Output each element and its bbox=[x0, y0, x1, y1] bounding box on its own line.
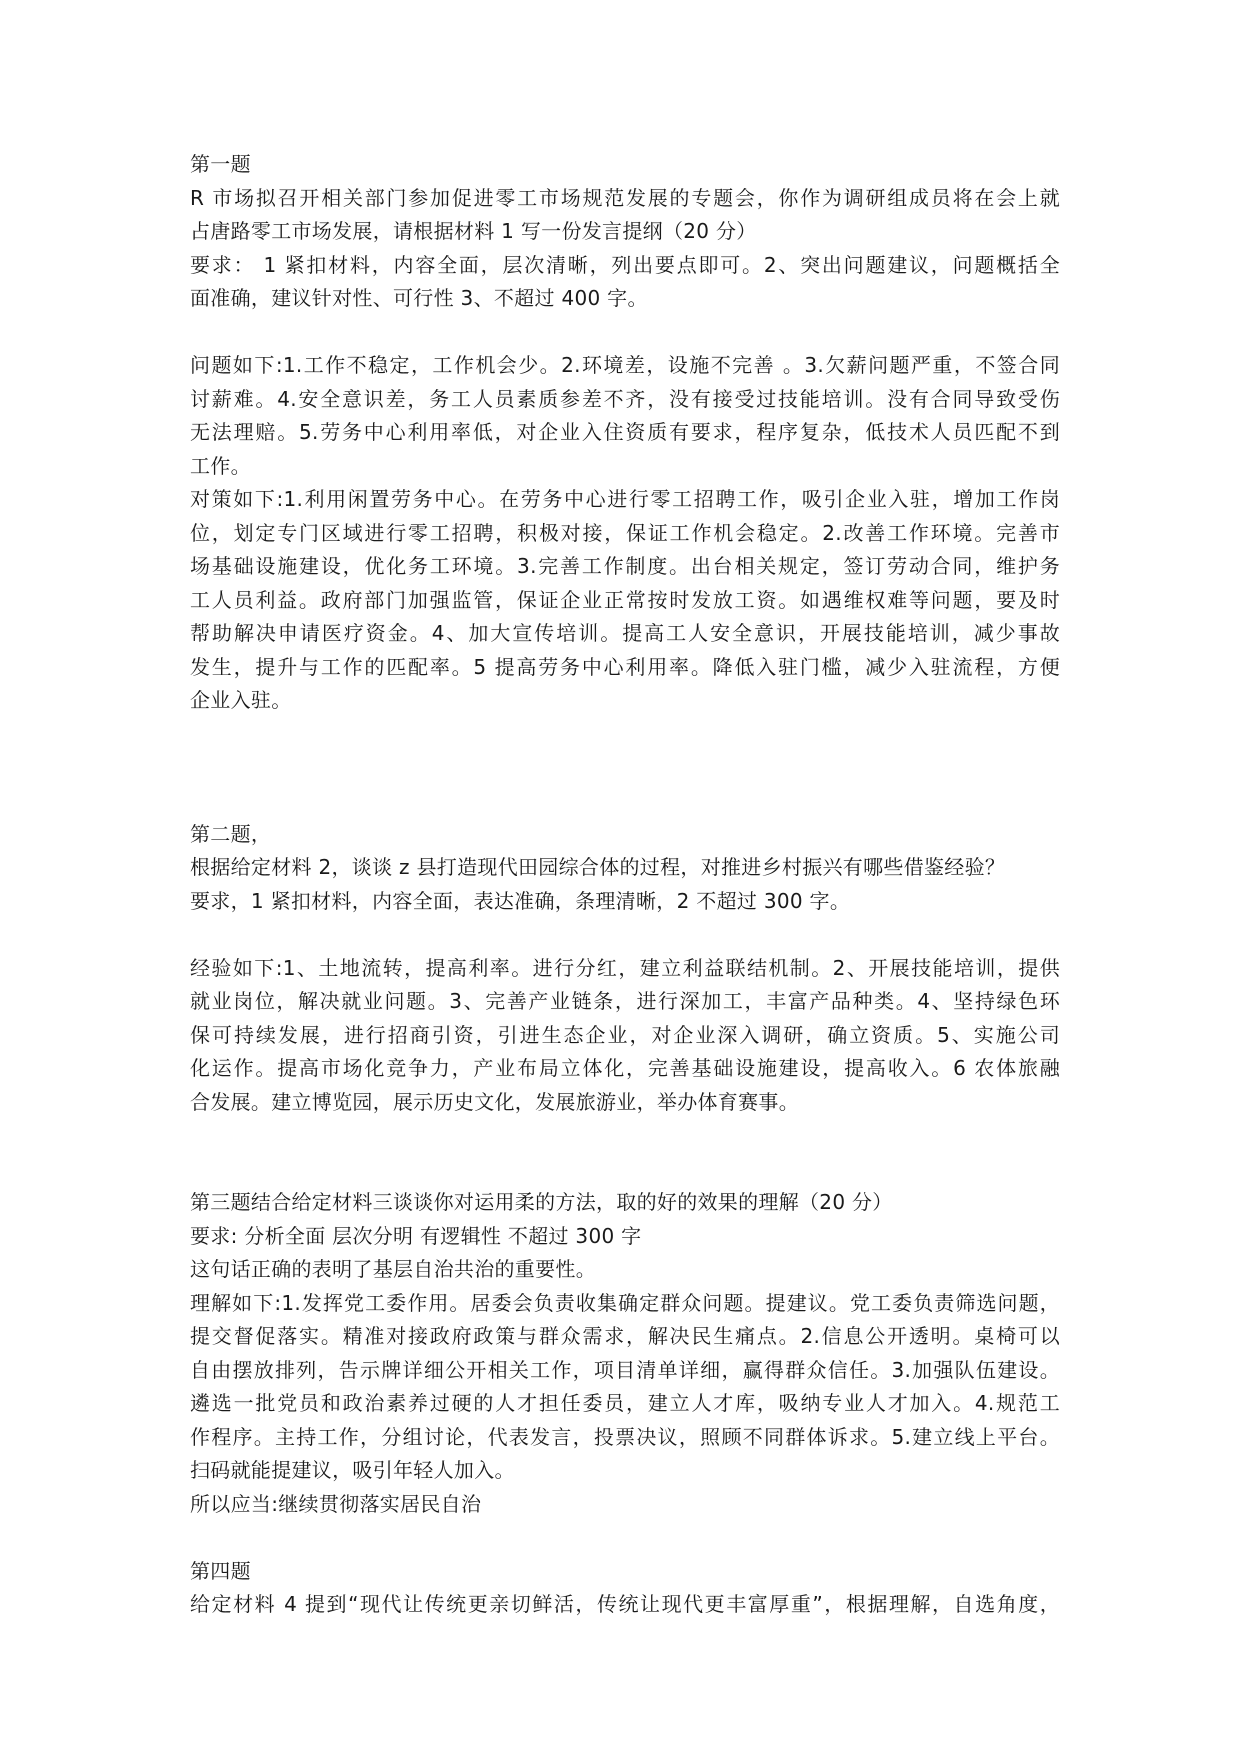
spacer bbox=[190, 718, 1060, 818]
q1-problems-line: 无法理赔。5.劳务中心利用率低，对企业入住资质有要求，程序复杂，低技术人员匹配不到 bbox=[190, 420, 1060, 444]
q3-requirements: 要求: 分析全面 层次分明 有逻辑性 不超过 300 字 bbox=[190, 1223, 642, 1248]
spacer bbox=[190, 316, 1060, 350]
q2-prompt-line: 根据给定材料 2，谈谈 z 县打造现代田园综合体的过程，对推进乡村振兴有哪些借鉴经验？ bbox=[190, 855, 1006, 879]
q3-answer-line: 提交督促落实。精准对接政府政策与群众需求，解决民生痛点。2.信息公开透明。桌椅可以 bbox=[190, 1324, 1060, 1348]
q3-answer-line: 自由摆放排列，告示牌详细公开相关工作，项目清单详细，赢得群众信任。3.加强队伍建设。 bbox=[190, 1357, 1060, 1382]
q2-title: 第二题， bbox=[190, 821, 272, 846]
q1-measures-line: 发生，提升与工作的匹配率。5 提高劳务中心利用率。降低入驻门槛，减少入驻流程，方便 bbox=[190, 654, 1060, 679]
q2-answer-line: 化运作。提高市场化竞争力，产业布局立体化，完善基础设施建设，提高收入。6 农体旅融 bbox=[190, 1056, 1060, 1080]
q1-measures-line: 对策如下:1.利用闲置劳务中心。在劳务中心进行零工招聘工作，吸引企业入驻，增加工作岗 bbox=[190, 487, 1060, 511]
q1-measures-line: 工人员利益。政府部门加强监管，保证企业正常按时发放工资。如遇维权难等问题，要及时 bbox=[190, 587, 1060, 612]
q1-measures-line: 企业入驻。 bbox=[190, 688, 292, 712]
spacer bbox=[190, 1119, 1060, 1186]
q1-measures-line: 位，划定专门区域进行零工招聘，积极对接，保证工作机会稳定。2.改善工作环境。完善市 bbox=[190, 520, 1060, 545]
q3-conclusion: 所以应当:继续贯彻落实居民自治 bbox=[190, 1491, 482, 1516]
document-body bbox=[190, 148, 1060, 1622]
q4-title: 第四题 bbox=[190, 1558, 251, 1583]
q2-prompt-line: 要求，1 紧扣材料，内容全面，表达准确，条理清晰，2 不超过 300 字。 bbox=[190, 888, 851, 913]
spacer bbox=[190, 1521, 1060, 1555]
q1-title: 第一题 bbox=[190, 152, 251, 176]
q3-answer-line: 作程序。主持工作，分组讨论，代表发言，投票决议，照顾不同群体诉求。5.建立线上平台。 bbox=[190, 1424, 1060, 1449]
q1-problems-line: 工作。 bbox=[190, 453, 251, 478]
q3-answer-line: 扫码就能提建议，吸引年轻人加入。 bbox=[190, 1458, 515, 1482]
q1-problems-line: 讨薪难。4.安全意识差，务工人员素质参差不齐，没有接受过技能培训。没有合同导致受伤 bbox=[190, 386, 1060, 411]
q1-prompt-line: R 市场拟召开相关部门参加促进零工市场规范发展的专题会，你作为调研组成员将在会上就 bbox=[190, 185, 1060, 210]
q2-answer-line: 合发展。建立博览园，展示历史文化，发展旅游业，举办体育赛事。 bbox=[190, 1089, 799, 1114]
q3-answer-line: 遴选一批党员和政治素养过硬的人才担任委员，建立人才库，吸纳专业人才加入。4.规范工 bbox=[190, 1391, 1060, 1415]
q1-measures-line: 场基础设施建设，优化务工环境。3.完善工作制度。出台相关规定，签订劳动合同，维护务 bbox=[190, 554, 1060, 578]
spacer bbox=[190, 918, 1060, 952]
q1-prompt-line: 面准确，建议针对性、可行性 3、不超过 400 字。 bbox=[190, 286, 648, 310]
q2-answer-line: 经验如下:1、土地流转，提高利率。进行分红，建立利益联结机制。2、开展技能培训，提供 bbox=[190, 955, 1060, 980]
q1-problems-line: 问题如下:1.工作不稳定，工作机会少。2.环境差，设施不完善 。3.欠薪问题严重，不签合同 bbox=[190, 353, 1060, 377]
q1-measures-line: 帮助解决申请医疗资金。4、加大宣传培训。提高工人安全意识，开展技能培训，减少事故 bbox=[190, 621, 1060, 645]
q2-answer-line: 就业岗位，解决就业问题。3、完善产业链条，进行深加工，丰富产品种类。4、坚持绿色环 bbox=[190, 989, 1060, 1013]
q2-answer-line: 保可持续发展，进行招商引资，引进生态企业，对企业深入调研，确立资质。5、实施公司 bbox=[190, 1022, 1060, 1047]
q3-title: 第三题结合给定材料三谈谈你对运用柔的方法，取的好的效果的理解（20 分） bbox=[190, 1190, 893, 1214]
q1-prompt-line: 要求： 1 紧扣材料，内容全面，层次清晰，列出要点即可。2、突出问题建议，问题概括全 bbox=[190, 252, 1060, 277]
q3-statement: 这句话正确的表明了基层自治共治的重要性。 bbox=[190, 1257, 596, 1281]
q1-prompt-line: 占唐路零工市场发展，请根据材料 1 写一份发言提纲（20 分） bbox=[190, 219, 757, 243]
q3-answer-line: 理解如下:1.发挥党工委作用。居委会负责收集确定群众问题。提建议。党工委负责筛选问题， bbox=[190, 1290, 1060, 1315]
q4-prompt-line: 给定材料 4 提到“现代让传统更亲切鲜活，传统让现代更丰富厚重”，根据理解，自选角度， bbox=[190, 1592, 1060, 1616]
